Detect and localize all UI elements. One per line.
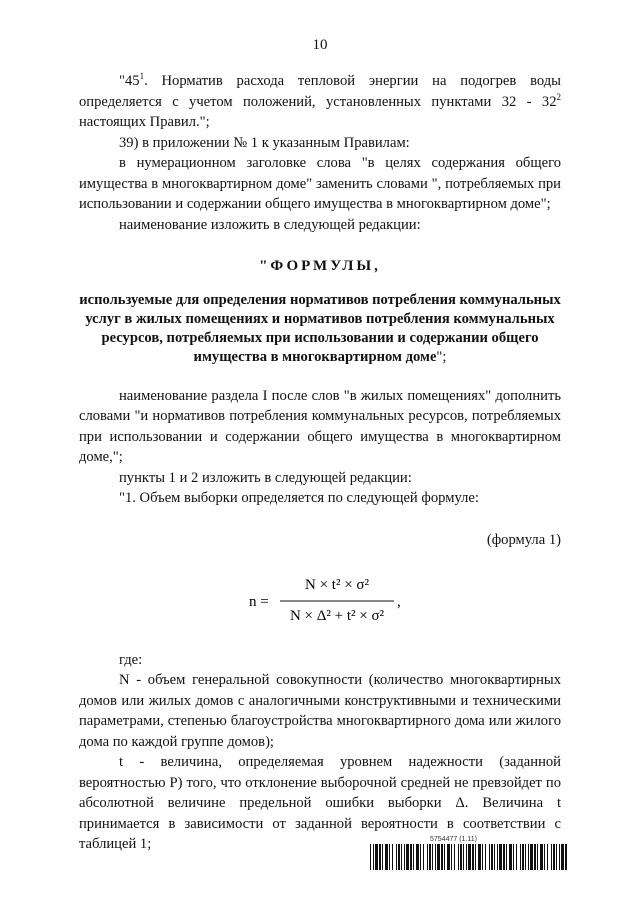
barcode-bar: [513, 844, 514, 870]
barcode-bar: [489, 844, 490, 870]
document-code: 5754477 (1.11): [430, 836, 477, 843]
paragraph-items: пункты 1 и 2 изложить в следующей редакции:: [119, 469, 412, 486]
barcode-bar: [494, 844, 495, 870]
barcode-bar: [379, 844, 381, 870]
barcode-bar: [537, 844, 538, 870]
barcode-bar: [520, 844, 521, 870]
barcode-bar: [370, 844, 371, 870]
formula-denominator: N × Δ² + t² × σ²: [289, 607, 385, 624]
barcode-bar: [437, 844, 440, 870]
barcode-bar: [416, 844, 419, 870]
paragraph-where: где:: [119, 651, 143, 668]
barcode-bar: [544, 844, 545, 870]
barcode-bar: [375, 844, 378, 870]
barcode-bar: [534, 844, 536, 870]
barcode-bar: [420, 844, 421, 870]
p1-text-a: "45: [119, 73, 140, 89]
barcode-bar: [491, 844, 493, 870]
barcode-bar: [429, 844, 431, 870]
paragraph-39: 39) в приложении № 1 к указанным Правилам:: [119, 134, 410, 151]
barcode-bar: [441, 844, 443, 870]
formula-1: [79, 565, 561, 641]
barcode-bar: [458, 844, 459, 870]
barcode-bar: [404, 844, 405, 870]
p1-sup: 1: [139, 71, 145, 81]
barcode-bar: [413, 844, 414, 870]
barcode-bar: [485, 844, 486, 870]
paragraph-t-definition: t - величина, определяемая уровнем надежности (заданной вероятностью P) того, что отклонение выборочной средней не превзойдет по абсолютной величине предельной ошибки выборки Δ. Величина t принимается в зависимости от заданной вероятности в соответствии с таблицей 1;: [79, 754, 561, 853]
barcode-bar: [423, 844, 424, 870]
barcode-bar: [382, 844, 383, 870]
formula-lhs: n =: [249, 593, 269, 610]
heading-subtitle-text: используемые для определения нормативов потребления коммунальных услуг в жилых помещениях и нормативов потребления коммунальных ресурсов, потребляемых при использовании и содержании общего имущества в многоквартирном доме: [79, 291, 561, 365]
formula-trail: ,: [397, 593, 401, 610]
barcode-bar: [528, 844, 529, 870]
paragraph-rename: наименование изложить в следующей редакции:: [119, 216, 421, 233]
barcode-bar: [522, 844, 524, 870]
formula-numerator: N × t² × σ²: [305, 576, 369, 593]
barcode-bar: [478, 844, 481, 870]
barcode-icon: [370, 844, 568, 870]
barcode-bar: [559, 844, 560, 870]
barcode-bar: [427, 844, 428, 870]
paragraph-item-1: "1. Объем выборки определяется по следующей формуле:: [119, 490, 479, 506]
paragraph-n-definition: N - объем генеральной совокупности (количество многоквартирных домов или жилых домов с аналогичными конструктивными и техническими параметрами, степенью благоустройства многоквартирного дома или жилого дома по каждой группе домов);: [79, 672, 561, 750]
barcode-bar: [398, 844, 400, 870]
barcode-bar: [540, 844, 543, 870]
barcode-bar: [547, 844, 548, 870]
barcode-bar: [553, 844, 555, 870]
page-number: 10: [312, 37, 328, 53]
p1-sup2: 2: [556, 91, 561, 102]
barcode-bar: [392, 844, 393, 870]
barcode-bar: [561, 844, 564, 870]
barcode-bar: [468, 844, 471, 870]
barcode-bar: [499, 844, 502, 870]
barcode-bar: [509, 844, 512, 870]
barcode-bar: [497, 844, 498, 870]
barcode-bar: [444, 844, 445, 870]
barcode-bar: [435, 844, 436, 870]
barcode-bar: [472, 844, 474, 870]
barcode-bar: [463, 844, 464, 870]
paragraph-numbering-heading: в нумерационном заголовке слова "в целях содержания общего имущества в многоквартирном доме" заменить словами ", потребляемых при использовании и содержании общего имущества в многоквартирном доме";: [79, 155, 561, 212]
document-body: [79, 71, 561, 855]
barcode-bar: [389, 844, 390, 870]
barcode-bar: [406, 844, 409, 870]
barcode-bar: [516, 844, 517, 870]
barcode-bar: [396, 844, 397, 870]
barcode-bar: [432, 844, 433, 870]
barcode-bar: [410, 844, 412, 870]
barcode-bar: [525, 844, 526, 870]
barcode-bar: [385, 844, 388, 870]
heading-title: "ФОРМУЛЫ,: [259, 258, 381, 274]
barcode-bar: [482, 844, 483, 870]
barcode-bar: [506, 844, 507, 870]
p1-text-c: настоящих Правил.";: [79, 114, 210, 130]
barcode-bar: [556, 844, 557, 870]
barcode-bar: [503, 844, 505, 870]
barcode-bar: [451, 844, 452, 870]
barcode-bar: [530, 844, 533, 870]
barcode-bar: [373, 844, 374, 870]
barcode-bar: [565, 844, 567, 870]
heading-subtitle-end: ";: [436, 348, 447, 365]
paragraph-section-i: наименование раздела I после слов "в жилых помещениях" дополнить словами "и нормативов потребления коммунальных ресурсов, потребляемых при использовании и содержании общего имущества в многоквартирном доме,";: [79, 387, 561, 465]
formula-label: (формула 1): [486, 531, 561, 548]
heading-subtitle: [79, 291, 561, 367]
formula-svg: [249, 565, 419, 635]
barcode-bar: [447, 844, 450, 870]
barcode-bar: [454, 844, 455, 870]
barcode-bar: [551, 844, 552, 870]
paragraph-45-1: [79, 71, 561, 133]
barcode-bar: [460, 844, 462, 870]
barcode-bar: [401, 844, 402, 870]
barcode-bar: [475, 844, 476, 870]
barcode-bar: [466, 844, 467, 870]
p1-text-b: . Норматив расхода тепловой энергии на подогрев воды определяется с учетом положений, установленных пунктами 32 - 32: [79, 73, 561, 110]
